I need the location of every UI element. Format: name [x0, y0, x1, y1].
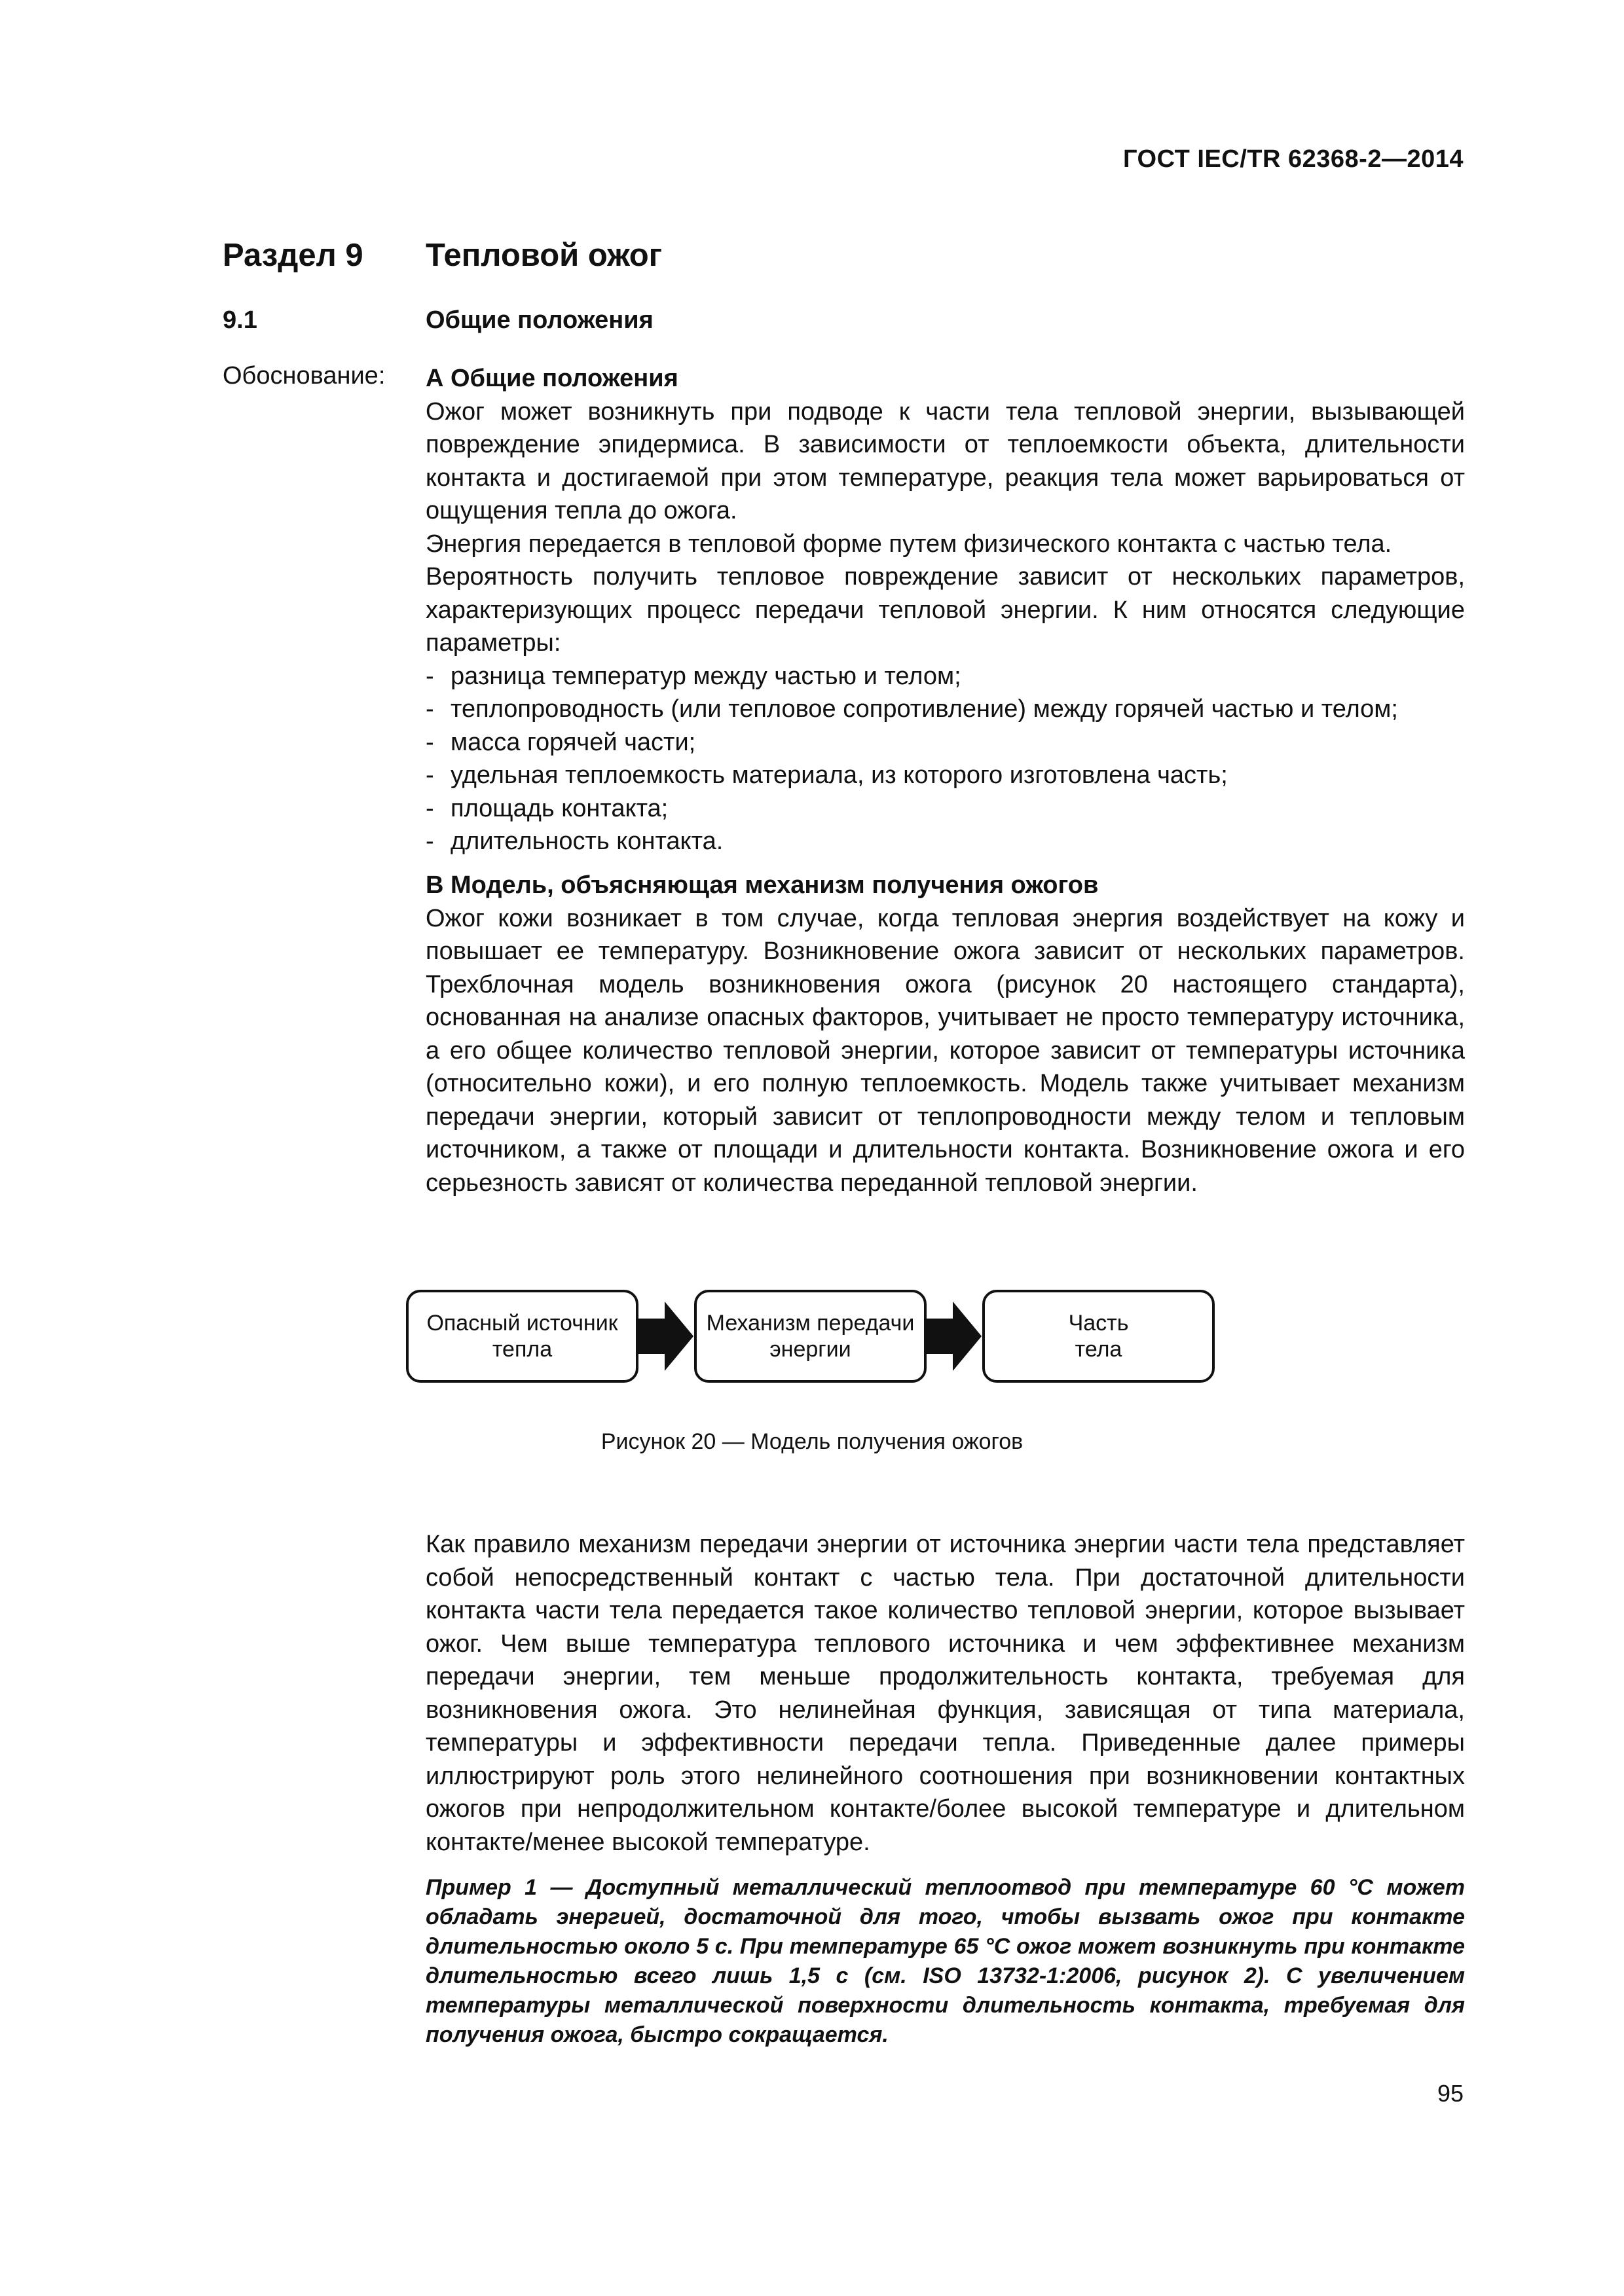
- box-label-line: энергии: [769, 1337, 851, 1362]
- list-item: - удельная теплоемкость материала, из которого изготовлена часть;: [426, 759, 1465, 792]
- box-label-line: тепла: [492, 1337, 553, 1362]
- part-b-paragraph: Ожог кожи возникает в том случае, когда тепловая энергия воздействует на кожу и повышает ее температуру. Возникновение ожога зависит от нескольких параметров. Трехблочная модель возникновения ожога (рисунок 20 настоящего стандарта), основанная на анализе опасных факторов, учитывает не просто температуру источника, а его общее количество тепловой энергии, которое зависит от температуры источника (относительно кожи), и его полную теплоемкость. Модель также учитывает механизм передачи энергии, который зависит от теплопроводности между телом и тепловым источником, а также от площади и длительности контакта. Возникновение ожога и его серьезность зависят от количества переданной тепловой энергии.: [426, 904, 1465, 1197]
- part-a-heading: А Общие положения: [426, 365, 678, 392]
- subsection-title: Общие положения: [426, 306, 654, 334]
- parameter-list: [426, 660, 1465, 858]
- arrow-right-icon: [927, 1294, 982, 1379]
- section-number: Раздел 9: [223, 238, 363, 273]
- part-a-paragraph-1: Ожог может возникнуть при подводе к части тела тепловой энергии, вызывающей повреждение эпидермиса. В зависимости от теплоемкости объекта, длительности контакта и достигаемой при этом температуре, реакция тела может варьироваться от ощущения тепла до ожога.: [426, 397, 1465, 524]
- subsection-number: 9.1: [223, 306, 257, 334]
- figure-caption: Рисунок 20 — Модель получения ожогов: [600, 1429, 1024, 1454]
- section-title: Тепловой ожог: [426, 238, 663, 273]
- list-item: - масса горячей части;: [426, 726, 1465, 759]
- hazard-source-box: [406, 1290, 638, 1383]
- standard-designation: ГОСТ IEC/TR 62368-2—2014: [1123, 145, 1464, 173]
- list-item: - площадь контакта;: [426, 792, 1465, 826]
- list-item: - длительность контакта.: [426, 825, 1465, 858]
- rationale-label: Обоснование:: [223, 362, 386, 390]
- part-a: [426, 362, 1465, 858]
- part-b: [426, 869, 1465, 1199]
- body-paragraph: Как правило механизм передачи энергии от источника энергии части тела представляет собой непосредственный контакт с частью тела. При достаточной длительности контакта части тела передается такое количество тепловой энергии, которое вызывает ожог. Чем выше температура теплового источника и чем эффективнее механизм передачи энергии, тем меньше продолжительность контакта, требуемая для возникновения ожога. Это нелинейная функция, зависящая от типа материала, температуры и эффективности передачи тепла. Приведенные далее примеры иллюстрируют роль этого нелинейного соотношения при возникновении контактных ожогов при непродолжительном контакте/более высокой температуре и длительном контакте/менее высокой температуре.: [426, 1531, 1465, 1856]
- list-item: - теплопроводность (или тепловое сопротивление) между горячей частью и телом;: [426, 693, 1465, 726]
- body-part-box: [982, 1290, 1215, 1383]
- box-label-line: тела: [1075, 1337, 1122, 1362]
- box-label-line: Опасный источник: [426, 1311, 618, 1336]
- box-label-line: Механизм передачи: [706, 1311, 915, 1336]
- part-b-heading: В Модель, объясняющая механизм получения ожогов: [426, 871, 1099, 899]
- page-number: 95: [1437, 2080, 1464, 2107]
- list-item: - разница температур между частью и телом;: [426, 660, 1465, 693]
- part-a-paragraph-2: Энергия передается в тепловой форме путем физического контакта с частью тела.: [426, 530, 1392, 558]
- energy-transfer-box: [694, 1290, 927, 1383]
- box-label-line: Часть: [1068, 1311, 1129, 1336]
- arrow-right-icon: [638, 1294, 694, 1379]
- part-a-paragraph-3: Вероятность получить тепловое повреждение зависит от нескольких параметров, характеризующих процесс передачи тепловой энергии. К ним относятся следующие параметры:: [426, 563, 1465, 657]
- example-note: Пример 1 — Доступный металлический теплоотвод при температуре 60 °С может обладать энергией, достаточной для того, чтобы вызвать ожог при контакте длительностью около 5 с. При температуре 65 °С ожог может возникнуть при контакте длительностью всего лишь 1,5 с (см. ISO 13732-1:2006, рисунок 2). С увеличением температуры металлической поверхности длительность контакта, требуемая для получения ожога, быстро сокращается.: [426, 1875, 1465, 2047]
